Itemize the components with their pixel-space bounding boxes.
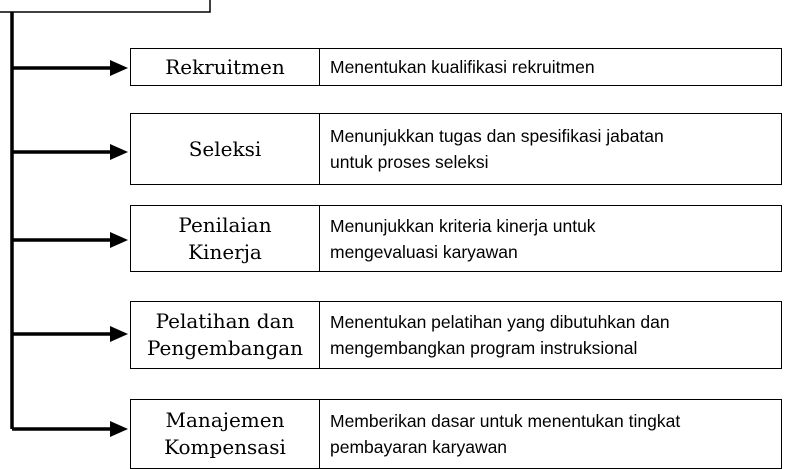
row-name: Seleksi (131, 114, 320, 184)
row-name: Pelatihan dan Pengembangan (131, 302, 320, 368)
row-rekruitmen (130, 48, 782, 86)
arrowhead-icon (110, 144, 128, 160)
row-name: Rekruitmen (131, 49, 320, 85)
row-pelatihan-pengembangan (130, 301, 782, 369)
arrowhead-icon (110, 232, 128, 248)
row-description: Menunjukkan kriteria kinerja untuk mengevaluasi karyawan (330, 215, 596, 262)
source-box (0, 0, 210, 12)
row-name: Manajemen Kompensasi (131, 400, 320, 468)
arrowhead-icon (110, 421, 128, 437)
row-description: Menentukan kualifikasi rekruitmen (330, 57, 595, 77)
row-description: Memberikan dasar untuk menentukan tingkat pembayaran karyawan (330, 411, 681, 457)
row-seleksi (130, 113, 782, 185)
row-penilaian-kinerja (130, 205, 782, 272)
row-name: Penilaian Kinerja (131, 206, 320, 271)
row-manajemen-kompensasi (130, 399, 782, 469)
row-description: Menunjukkan tugas dan spesifikasi jabatan untuk proses seleksi (330, 126, 664, 172)
row-description: Menentukan pelatihan yang dibutuhkan dan mengembangkan program instruksional (330, 312, 670, 358)
arrowhead-icon (110, 326, 128, 342)
arrowhead-icon (110, 60, 128, 76)
